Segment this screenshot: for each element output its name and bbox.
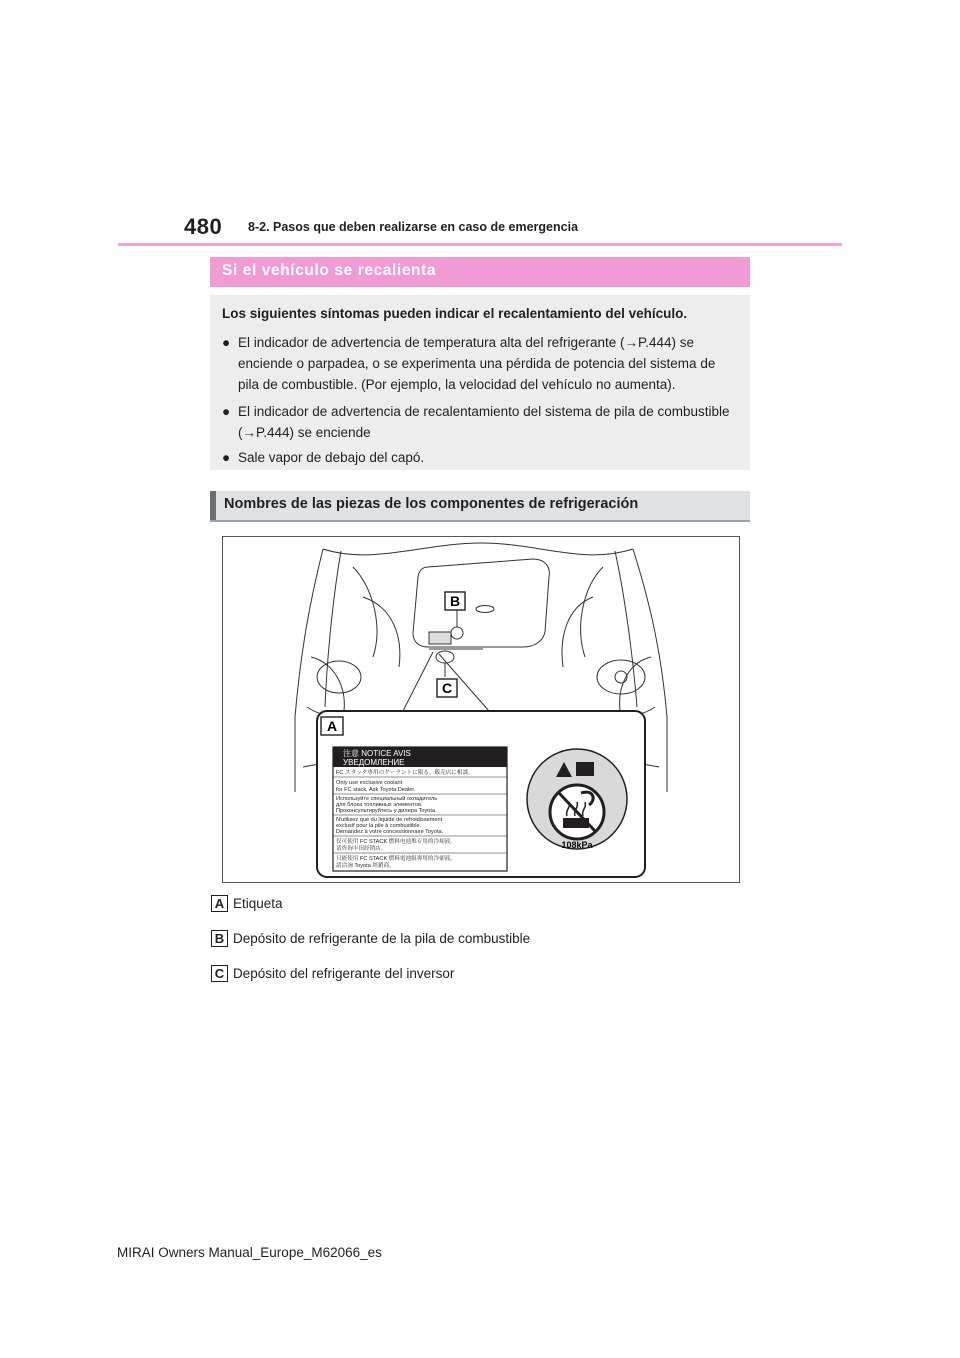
cap-pressure-text: 108kPa bbox=[561, 840, 593, 850]
callout-a-label: A bbox=[326, 718, 338, 734]
symptoms-intro: Los siguientes síntomas pueden indicar el recalentamiento del vehículo. bbox=[222, 306, 688, 321]
label-line: Используйте специальный охладитель bbox=[336, 796, 438, 802]
symptom-text: El indicador de advertencia de temperatura alta del refrigerante (→P.444) se enciende o parpadea, o se experimenta una pérdida de potencia del sistema de pila de combustible. (Por ejemplo, la velocidad del vehículo no aumenta). bbox=[238, 335, 716, 392]
parts-title-accent bbox=[210, 491, 216, 521]
section-header: 8-2. Pasos que deben realizarse en caso de emergencia bbox=[248, 220, 579, 234]
engine-bay-illustration bbox=[223, 537, 739, 882]
symptom-item bbox=[222, 401, 738, 443]
label-line: FC スタック専用のクーラントに限る。販売店に相談。 bbox=[336, 770, 474, 776]
label-line: 仅可使用 FC STACK 燃料电池堆专用的冷却液。 bbox=[336, 839, 456, 845]
legend-key: B bbox=[211, 930, 228, 947]
symptom-text: Sale vapor de debajo del capó. bbox=[238, 450, 425, 465]
symptom-text: El indicador de advertencia de recalentamiento del sistema de pila de combustible (→P.444) se enciende bbox=[238, 404, 730, 440]
symptom-item bbox=[222, 447, 738, 468]
legend-key: A bbox=[211, 895, 228, 912]
page-number: 480 bbox=[184, 214, 223, 239]
bullet-icon: ● bbox=[222, 450, 231, 465]
bullet-icon: ● bbox=[222, 335, 231, 350]
overheat-title: Si el vehículo se recalienta bbox=[222, 262, 437, 279]
coolant-notice-label bbox=[333, 747, 507, 871]
label-line: 只能使用 FC STACK 燃料電池組專用的冷卻液。 bbox=[336, 856, 456, 862]
callout-b-label: B bbox=[449, 593, 461, 609]
label-line: 请咨询丰田经销店。 bbox=[336, 846, 387, 852]
label-line: Demandez à votre concessionnaire Toyota. bbox=[336, 829, 444, 835]
cooling-components-figure bbox=[222, 536, 740, 883]
symptom-item bbox=[222, 332, 738, 395]
label-line: для блока топливных элементов. bbox=[336, 802, 423, 808]
header-rule bbox=[118, 243, 842, 246]
legend-text: Depósito de refrigerante de la pila de combustible bbox=[233, 931, 531, 946]
footer-text: MIRAI Owners Manual_Europe_M62066_es bbox=[117, 1245, 382, 1260]
label-line: N'utilisez que du liquide de refroidissement bbox=[336, 817, 443, 823]
legend-key: C bbox=[211, 965, 228, 982]
label-line: exclusif pour la pile à combustible. bbox=[336, 823, 422, 829]
reservoir-cap-symbol bbox=[527, 749, 627, 850]
label-notice-title: 注意 NOTICE AVIS bbox=[343, 749, 411, 758]
label-line: for FC stack. Ask Toyota Dealer. bbox=[336, 787, 416, 793]
parts-title: Nombres de las piezas de los componentes de refrigeración bbox=[224, 496, 639, 512]
legend-text: Etiqueta bbox=[233, 896, 283, 911]
label-line: Проконсультируйтесь у дилера Toyota. bbox=[336, 808, 437, 814]
legend-text: Depósito del refrigerante del inversor bbox=[233, 966, 455, 981]
manual-book-icon bbox=[576, 762, 594, 776]
parts-title-underline bbox=[210, 520, 750, 522]
bullet-icon: ● bbox=[222, 404, 231, 419]
label-line: Only use exclusive coolant bbox=[336, 780, 403, 786]
callout-c-label: C bbox=[441, 680, 453, 696]
label-notice-ru: УВЕДОМЛЕНИЕ bbox=[343, 758, 405, 767]
label-line: 請洽詢 Toyota 經銷商。 bbox=[336, 863, 395, 869]
